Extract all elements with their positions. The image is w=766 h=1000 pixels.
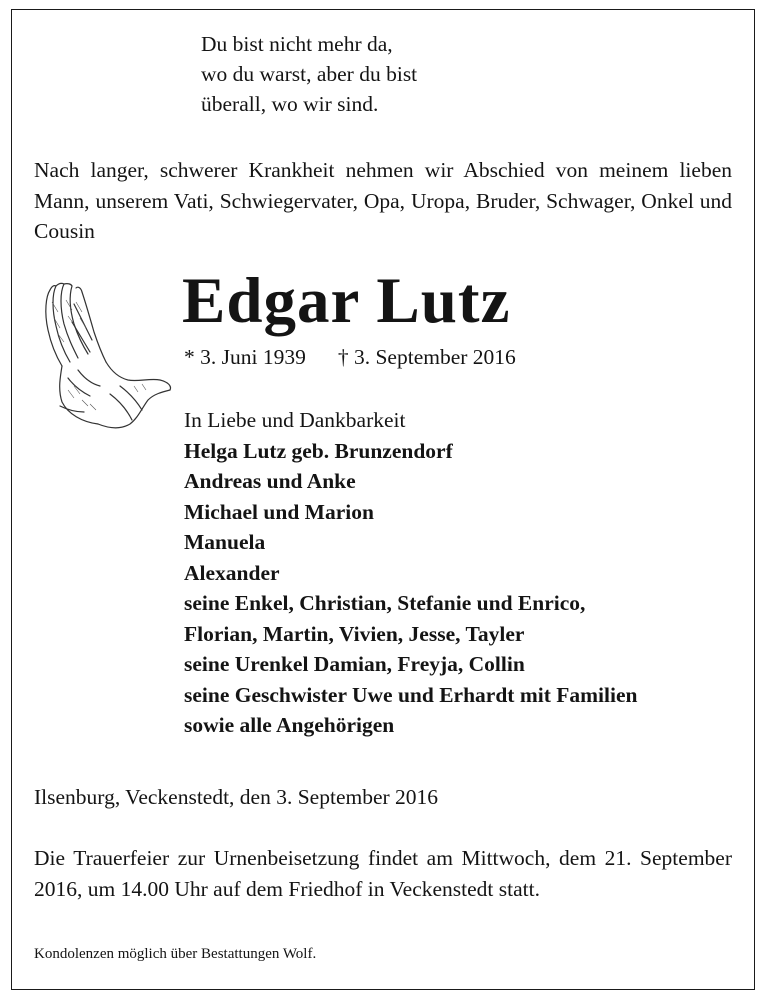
place-date: Ilsenburg, Veckenstedt, den 3. September 2016 <box>34 785 439 809</box>
poem-line: überall, wo wir sind. <box>201 92 379 116</box>
intro-text: Nach langer, schwerer Krankheit nehmen wir Abschied von meinem lieben Mann, unserem Vati, Schwiegervater, Opa, Uropa, Bruder, Schwager, Onkel und Cousin <box>34 158 732 243</box>
mourner: seine Geschwister Uwe und Erhardt mit Familien <box>184 682 638 707</box>
mourners-lead: In Liebe und Dankbarkeit <box>184 408 406 432</box>
praying-hands-icon <box>38 282 178 432</box>
mourner: seine Urenkel Damian, Freyja, Collin <box>184 652 525 676</box>
death-date: † 3. September 2016 <box>337 345 516 369</box>
mourner: Andreas und Anke <box>184 469 356 493</box>
mourners-list <box>184 405 637 741</box>
poem-line: Du bist nicht mehr da, <box>201 32 393 56</box>
mourner: Helga Lutz geb. Brunzendorf <box>184 438 453 463</box>
poem-line: wo du warst, aber du bist <box>201 62 418 86</box>
poem <box>201 29 417 119</box>
birth-date: * 3. Juni 1939 <box>184 345 306 369</box>
mourner: Florian, Martin, Vivien, Jesse, Tayler <box>184 621 525 646</box>
mourner: seine Enkel, Christian, Stefanie und Enrico, <box>184 591 586 615</box>
life-dates <box>184 342 516 372</box>
deceased-name: Edgar Lutz <box>182 265 511 337</box>
condolence-note: Kondolenzen möglich über Bestattungen Wolf. <box>34 946 317 962</box>
mourner: sowie alle Angehörigen <box>184 713 395 737</box>
mourner: Alexander <box>184 560 280 585</box>
mourner: Manuela <box>184 530 266 554</box>
funeral-info: Die Trauerfeier zur Urnenbeisetzung findet am Mittwoch, dem 21. September 2016, um 14.00 Uhr auf dem Friedhof in Veckenstedt statt. <box>34 846 732 901</box>
mourner: Michael und Marion <box>184 499 374 524</box>
